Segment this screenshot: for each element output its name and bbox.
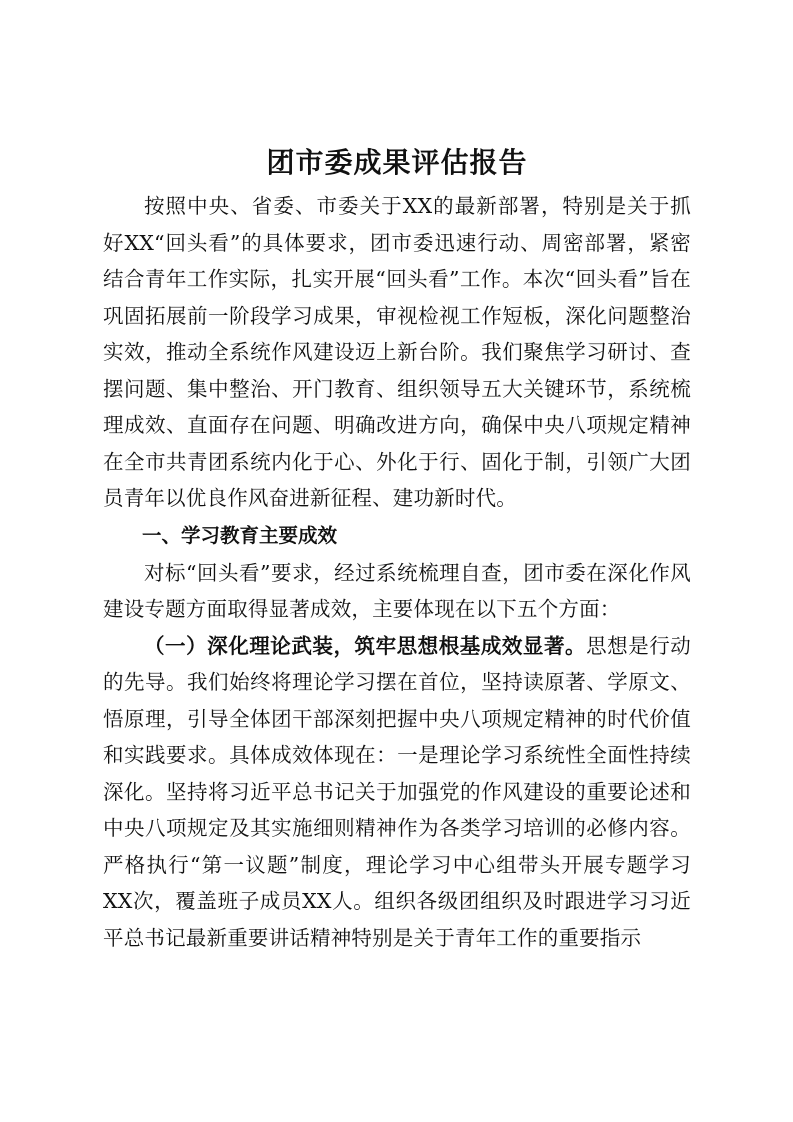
subsection-paragraph xyxy=(103,628,691,957)
section-intro-paragraph: 对标“回头看”要求，经过系统梳理自查，团市委在深化作风建设专题方面取得显著成效，主要体现在以下五个方面： xyxy=(103,560,691,621)
subsection-heading: （一）深化理论武装，筑牢思想根基成效显著。 xyxy=(144,633,587,658)
intro-paragraph: 按照中央、省委、市委关于XX的最新部署，特别是关于抓好XX“回头看”的具体要求，团市委迅速行动、周密部署，紧密结合青年工作实际，扎实开展“回头看”工作。本次“回头看”旨在巩固拓展前一阶段学习成果，审视检视工作短板，深化问题整治实效，推动全系统作风建设迈上新台阶。我们聚焦学习研讨、查摆问题、集中整治、开门教育、组织领导五大关键环节，系统梳理成效、直面存在问题、明确改进方向，确保中央八项规定精神在全市共青团系统内化于心、外化于行、固化于制，引领广大团员青年以优良作风奋进新征程、建功新时代。 xyxy=(103,194,691,510)
document-title: 团市委成果评估报告 xyxy=(266,146,528,179)
document-body xyxy=(103,140,691,956)
section-heading: 一、学习教育主要成效 xyxy=(142,523,338,547)
subsection-body: 思想是行动的先导。我们始终将理论学习摆在首位，坚持读原著、学原文、悟原理，引导全体团干部深刻把握中央八项规定精神的时代价值和实践要求。具体成效体现在：一是理论学习系统性全面性持续深化。坚持将习近平总书记关于加强党的作风建设的重要论述和中央八项规定及其实施细则精神作为各类学习培训的必修内容。严格执行“第一议题”制度，理论学习中心组带头开展专题学习XX次，覆盖班子成员XX人。组织各级团组织及时跟进学习习近平总书记最新重要讲话精神特别是关于青年工作的重要指示 xyxy=(103,633,692,950)
